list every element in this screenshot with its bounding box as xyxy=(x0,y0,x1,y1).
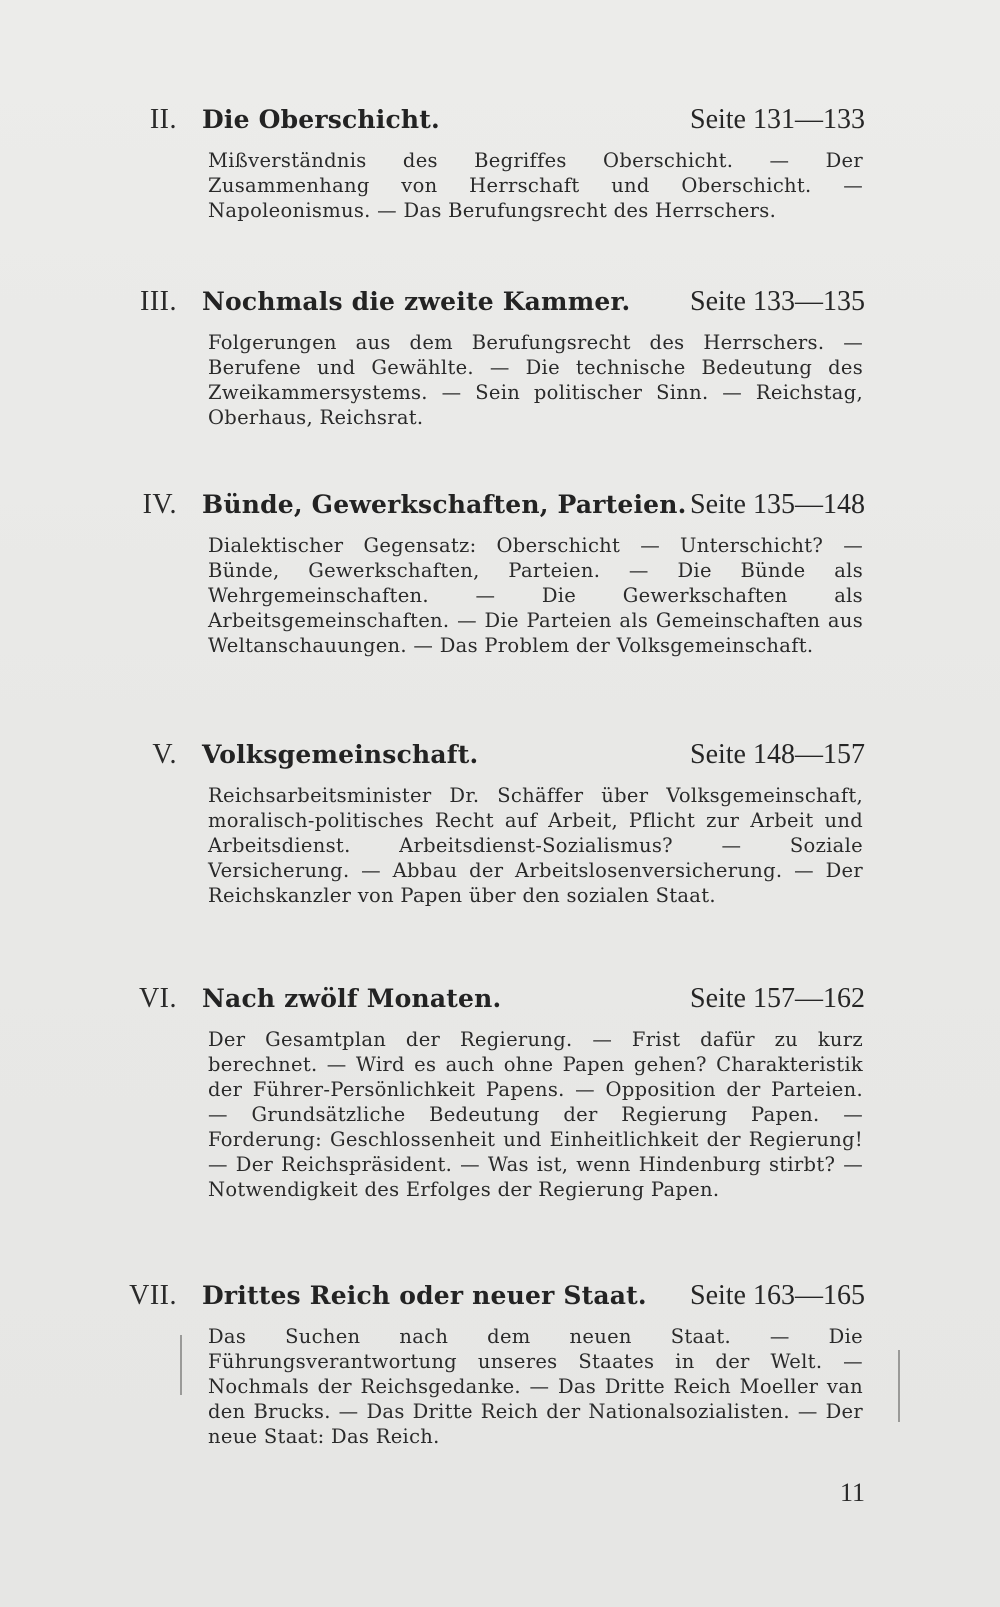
chapter-summary: Reichsarbeitsminister Dr. Schäffer über Volksgemeinschaft, moralisch-politisches Recht auf Arbeit, Pflicht zur Arbeit und Arbeitsdienst. Arbeitsdienst-Sozialismus? — Soziale Versicherung. — Abbau der Arbeitslosenversicherung. — Der Reichskanzler von Papen über den sozialen Staat. xyxy=(208,784,863,907)
toc-entry-iv xyxy=(135,483,865,657)
chapter-title: Nach zwölf Monaten. xyxy=(202,984,502,1013)
entry-heading xyxy=(135,483,865,527)
chapter-summary: Der Gesamtplan der Regierung. — Frist dafür zu kurz berechnet. — Wird es auch ohne Papen gehen? Charakteristik der Führer-Persönlichkeit Papens. — Opposition der Parteien. — Grundsätzliche Bedeutung der Regierung Papen. — Forderung: Geschlossenheit und Einheitlichkeit der Regierung! — Der Reichspräsident. — Was ist, wenn Hindenburg stirbt? — Notwendigkeit des Erfolges der Regierung Papen. xyxy=(208,1028,863,1201)
chapter-numeral: II. xyxy=(149,104,177,135)
chapter-title: Volksgemeinschaft. xyxy=(202,740,479,769)
chapter-title: Nochmals die zweite Kammer. xyxy=(202,287,631,316)
page-range: Seite 157—162 xyxy=(690,983,865,1014)
entry-heading xyxy=(135,98,865,142)
toc-entry-vii xyxy=(129,1274,865,1448)
chapter-title: Die Oberschicht. xyxy=(202,105,440,134)
entry-heading xyxy=(135,733,865,777)
chapter-title: Bünde, Gewerkschaften, Parteien. xyxy=(202,490,687,519)
entry-heading xyxy=(135,280,865,324)
chapter-title: Drittes Reich oder neuer Staat. xyxy=(202,1281,647,1310)
page-range: Seite 148—157 xyxy=(690,739,865,770)
page-range: Seite 133—135 xyxy=(690,286,865,317)
margin-pencil-mark xyxy=(180,1335,182,1395)
page-range: Seite 131—133 xyxy=(690,104,865,135)
entry-heading xyxy=(135,977,865,1021)
chapter-numeral: V. xyxy=(152,739,177,770)
toc-entry-v xyxy=(135,733,865,907)
chapter-numeral: VII. xyxy=(129,1280,177,1311)
toc-entry-ii xyxy=(135,98,865,222)
toc-entry-iii xyxy=(135,280,865,429)
page-range: Seite 163—165 xyxy=(690,1280,865,1311)
margin-pencil-mark xyxy=(898,1350,900,1422)
toc-entry-vi xyxy=(135,977,865,1201)
chapter-summary: Mißverständnis des Begriffes Oberschicht. — Der Zusammenhang von Herrschaft und Oberschicht. — Napoleonismus. — Das Berufungsrecht des Herrschers. xyxy=(208,149,863,222)
chapter-summary: Dialektischer Gegensatz: Oberschicht — Unterschicht? — Bünde, Gewerkschaften, Parteien. — Die Bünde als Wehrgemeinschaften. — Die Gewerkschaften als Arbeitsgemeinschaften. — Die Parteien als Gemeinschaften aus Weltanschauungen. — Das Problem der Volksgemeinschaft. xyxy=(208,534,863,657)
chapter-numeral: VI. xyxy=(138,983,177,1014)
page-number: 11 xyxy=(839,1478,865,1507)
chapter-summary: Folgerungen aus dem Berufungsrecht des Herrschers. — Berufene und Gewählte. — Die technische Bedeutung des Zweikammersystems. — Sein politischer Sinn. — Reichstag, Oberhaus, Reichsrat. xyxy=(208,331,863,429)
chapter-numeral: III. xyxy=(140,286,177,317)
chapter-numeral: IV. xyxy=(142,489,177,520)
entry-heading xyxy=(129,1274,865,1318)
chapter-summary: Das Suchen nach dem neuen Staat. — Die Führungsverantwortung unseres Staates in der Welt. — Nochmals der Reichsgedanke. — Das Dritte Reich Moeller van den Brucks. — Das Dritte Reich der Nationalsozialisten. — Der neue Staat: Das Reich. xyxy=(208,1325,863,1448)
page-range: Seite 135—148 xyxy=(690,489,865,520)
